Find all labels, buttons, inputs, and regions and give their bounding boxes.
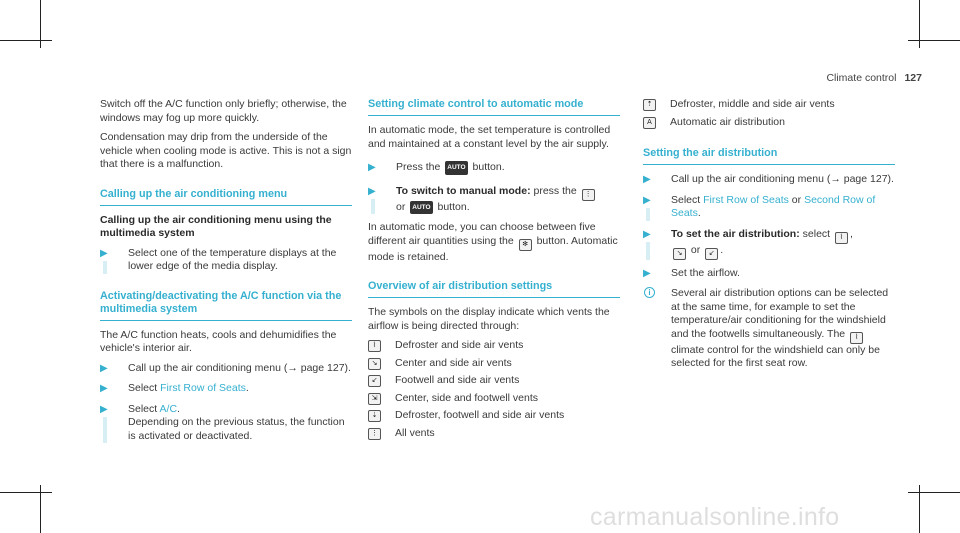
step-bar xyxy=(103,417,107,444)
airflow-quantity-paragraph xyxy=(368,221,620,264)
info-note xyxy=(643,287,895,371)
page-header xyxy=(826,72,922,84)
symbol-label: Defroster and side air vents xyxy=(395,339,524,351)
arrow-icon: ▶ xyxy=(100,403,108,415)
all-vents-icon: ⋮ xyxy=(368,428,381,440)
crop-mark xyxy=(0,492,52,493)
page-number: 127 xyxy=(904,72,922,84)
arrow-icon: ▶ xyxy=(643,174,651,185)
ac-description: The A/C function heats, cools and dehumidifies the vehicle's interior air. xyxy=(100,328,337,354)
step-item xyxy=(643,267,895,281)
symbol-list xyxy=(368,339,620,440)
symbol-row xyxy=(368,374,620,388)
step-bar xyxy=(646,208,650,221)
symbol-row xyxy=(643,98,895,112)
crop-mark xyxy=(0,40,52,41)
arrow-icon: ▶ xyxy=(643,194,651,206)
column-1 xyxy=(100,98,352,450)
arrow-icon: ▶ xyxy=(368,185,376,197)
step-text: . xyxy=(697,207,701,219)
symbol-label: Center, side and footwell vents xyxy=(395,391,539,404)
step-result: Depending on the previous status, the function is activated or deactivated. xyxy=(128,416,345,442)
note-text: Several air distribution options can be selected at the same time, for example to set the temperature/air conditioning for the windshield and the footwells simultaneously. The xyxy=(671,287,889,340)
auto-button-icon: AUTO xyxy=(445,161,467,175)
step-text: or xyxy=(788,193,805,206)
symbol-label: Footwell and side air vents xyxy=(395,374,520,386)
step-text: . xyxy=(245,382,249,394)
step-text: Select xyxy=(671,193,704,206)
all-vents-icon: ⋮ xyxy=(582,189,595,201)
section-heading-air-conditioning-menu: Calling up the air conditioning menu xyxy=(100,188,352,206)
symbol-label: Automatic air distribution xyxy=(670,115,785,128)
footwell-side-icon: ↙ xyxy=(368,375,381,387)
step-item xyxy=(100,403,352,444)
step-text: Call up the air conditioning menu (→ page 127). xyxy=(671,173,894,185)
step-bar xyxy=(103,261,107,274)
symbol-row xyxy=(368,339,620,353)
fan-icon: ✻ xyxy=(519,239,532,251)
defrost-middle-side-icon: ⇡ xyxy=(643,99,656,111)
intro-paragraph-1: Switch off the A/C function only briefly; otherwise, the windows may fog up more quickly. xyxy=(100,98,347,124)
defrost-footwell-side-icon: ⇣ xyxy=(368,410,381,422)
symbol-row xyxy=(368,409,620,423)
overview-description: The symbols on the display indicate which vents the airflow is being directed through: xyxy=(368,306,610,332)
ac-link[interactable]: A/C xyxy=(159,402,178,415)
automatic-mode-description: In automatic mode, the set temperature is controlled and maintained at a constant level by the air supply. xyxy=(368,124,611,150)
crop-mark xyxy=(908,492,960,493)
symbol-row xyxy=(368,427,620,441)
center-side-footwell-icon: ⇲ xyxy=(368,393,381,405)
step-text: Press the xyxy=(396,161,441,173)
step-text: Set the airflow. xyxy=(671,266,740,279)
watermark: carmanualsonline.info xyxy=(590,503,840,531)
info-icon: i xyxy=(644,287,655,298)
intro-paragraph-2: Condensation may drip from the underside of the vehicle when cooling mode is active. This is not a sign that there is a malfunction. xyxy=(100,131,352,170)
arrow-icon: ▶ xyxy=(100,247,108,259)
step-item xyxy=(100,247,352,274)
crop-mark xyxy=(908,40,960,41)
auto-button-icon: AUTO xyxy=(410,201,432,215)
paragraph-text: button. Automatic mode is retained. xyxy=(368,234,618,263)
arrow-icon: ▶ xyxy=(643,267,651,279)
column-2 xyxy=(368,98,620,444)
note-text: climate control for the windshield can only be selected for the first seat row. xyxy=(671,343,880,369)
symbol-row xyxy=(368,357,620,371)
automatic-distribution-icon: A xyxy=(643,117,656,129)
step-text: Select xyxy=(128,382,161,394)
section-heading-automatic-mode: Setting climate control to automatic mode xyxy=(368,98,620,116)
arrow-icon: ▶ xyxy=(100,383,108,394)
step-text: . xyxy=(177,402,180,415)
step-text: or xyxy=(396,200,406,213)
chapter-title: Climate control xyxy=(826,72,897,84)
step-text: Call up the air conditioning menu (→ page 127). xyxy=(128,361,351,374)
symbol-row xyxy=(643,116,895,130)
center-side-icon: ↘ xyxy=(368,358,381,370)
section-heading-set-air-distribution: Setting the air distribution xyxy=(643,147,895,165)
arrow-icon: ▶ xyxy=(100,362,108,374)
section-heading-air-distribution-overview: Overview of air distribution settings xyxy=(368,280,620,298)
step-text: button. xyxy=(472,161,505,173)
step-text: select xyxy=(802,227,831,240)
step-text: or xyxy=(690,243,701,256)
step-text: Select xyxy=(128,402,160,415)
step-bar xyxy=(646,242,650,260)
column-3 xyxy=(643,98,895,371)
second-row-link[interactable]: Second Row of Seats xyxy=(671,193,876,219)
subheading-multimedia: Calling up the air conditioning menu using the multimedia system xyxy=(100,213,332,239)
symbol-row xyxy=(368,392,620,406)
step-text: press the xyxy=(533,184,577,197)
section-heading-ac-function: Activating/deactivating the A/C function via the multimedia system xyxy=(100,290,352,321)
paragraph-text: In automatic mode, you can choose between five different air quantities using the xyxy=(368,221,596,247)
arrow-icon: ▶ xyxy=(643,228,651,240)
first-row-link[interactable]: First Row of Seats xyxy=(703,193,789,206)
footwell-side-icon: ↙ xyxy=(705,248,718,260)
step-item xyxy=(643,194,895,221)
step-item xyxy=(100,362,352,376)
step-text: Select one of the temperature displays at the lower edge of the media display. xyxy=(128,246,337,272)
symbol-label: Defroster, middle and side air vents xyxy=(670,98,835,110)
step-text: button. xyxy=(437,200,470,213)
symbol-label: All vents xyxy=(395,426,435,439)
step-bar xyxy=(371,199,375,215)
symbol-label: Center and side air vents xyxy=(395,356,512,369)
step-bold: To switch to manual mode: xyxy=(396,184,531,197)
center-side-icon: ↘ xyxy=(673,248,686,260)
first-row-link[interactable]: First Row of Seats xyxy=(160,382,246,394)
symbol-label: Defroster, footwell and side air vents xyxy=(395,409,565,421)
defrost-side-icon: ⌇ xyxy=(850,332,863,344)
defrost-side-icon: ⌇ xyxy=(835,232,848,244)
step-item xyxy=(368,185,620,215)
step-item xyxy=(368,161,620,175)
arrow-icon: ▶ xyxy=(368,162,376,173)
step-item xyxy=(100,382,352,396)
step-item xyxy=(643,173,895,187)
step-item: ▶ To set the air distribution: select ⌇ , ↘ or ↙ . xyxy=(643,228,895,260)
step-bold: To set the air distribution: xyxy=(671,227,800,240)
defrost-side-icon: ⌇ xyxy=(368,340,381,352)
